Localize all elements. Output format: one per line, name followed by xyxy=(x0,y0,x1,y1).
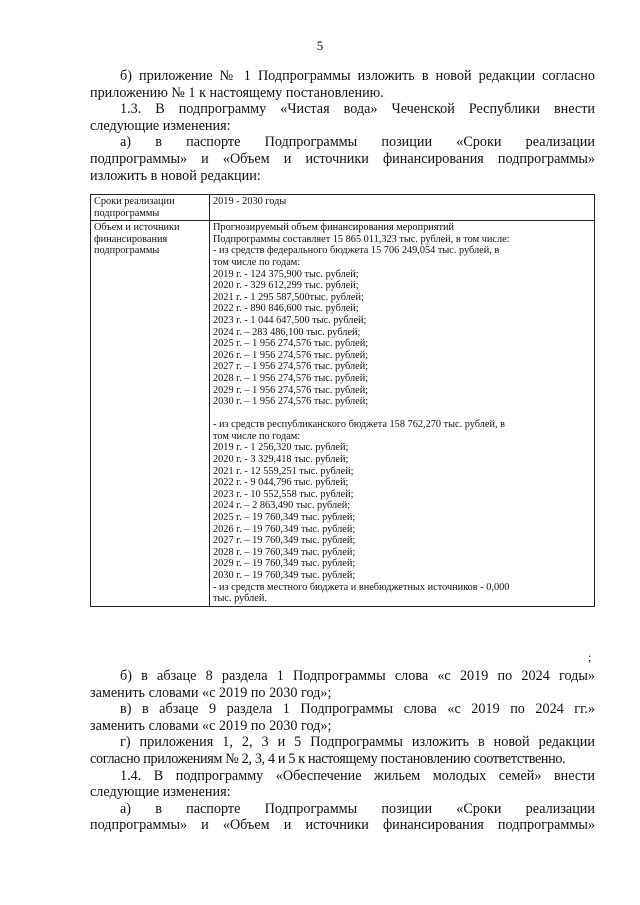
funding-line: 2025 г. – 1 956 274,576 тыс. рублей; xyxy=(213,338,369,350)
paragraph-a-line3: изложить в новой редакции: xyxy=(90,167,261,184)
funding-line: 2028 г. – 19 760,349 тыс. рублей; xyxy=(213,546,356,558)
funding-line: - из средств республиканского бюджета 158 762,270 тыс. рублей, в xyxy=(213,419,505,431)
funding-line: тыс. рублей. xyxy=(213,593,267,605)
paragraph-13-line1: 1.3. В подпрограмму «Чистая вода» Чеченской Республики внести xyxy=(120,101,595,118)
funding-line: - из средств местного бюджета и внебюджетных источников - 0,000 xyxy=(213,581,510,593)
funding-line: 2030 г. – 19 760,349 тыс. рублей; xyxy=(213,570,356,581)
funding-line: Подпрограммы составляет 15 865 011,323 тыс. рублей, в том числе: xyxy=(213,233,510,245)
funding-line: 2021 г. - 12 559,251 тыс. рублей; xyxy=(213,465,354,477)
funding-line: 2024 г. – 2 863,490 тыс. рублей; xyxy=(213,500,351,512)
funding-line: 2019 г. - 124 375,900 тыс. рублей; xyxy=(213,268,359,280)
funding-line: 2022 г. - 890 846,600 тыс. рублей; xyxy=(213,303,359,315)
funding-line: 2025 г. – 19 760,349 тыс. рублей; xyxy=(213,512,356,524)
funding-line: 2028 г. – 1 956 274,576 тыс. рублей; xyxy=(213,372,369,384)
row-value-funding xyxy=(210,221,595,607)
paragraph-a-line1: а) в паспорте Подпрограммы позиции «Сроки реализации xyxy=(120,134,595,151)
funding-line: 2022 г. - 9 044,796 тыс. рублей; xyxy=(213,477,349,489)
funding-line: 2020 г. - 3 329,418 тыс. рублей; xyxy=(213,454,349,466)
paragraph-14-line1: 1.4. В подпрограмму «Обеспечение жильем молодых семей» внести xyxy=(120,767,595,784)
row-label-period: Сроки реализации подпрограммы xyxy=(91,195,210,221)
paragraph-v-line1: в) в абзаце 9 раздела 1 Подпрограммы слова «с 2019 по 2024 гг.» xyxy=(120,701,595,718)
table-row xyxy=(91,221,595,607)
paragraph-g-line1: г) приложения 1, 2, 3 и 5 Подпрограммы изложить в новой редакции xyxy=(120,734,595,751)
blank-line xyxy=(213,408,591,420)
funding-line: том числе по годам: xyxy=(213,256,301,268)
funding-line: Прогнозируемый объем финансирования мероприятий xyxy=(213,222,455,234)
funding-line: 2021 г. - 1 295 587,500тыс. рублей; xyxy=(213,291,364,303)
funding-line: том числе по годам: xyxy=(213,430,301,442)
funding-line: 2026 г. – 1 956 274,576 тыс. рублей; xyxy=(213,349,369,361)
paragraph-v-line2: заменить словами «с 2019 по 2030 год»; xyxy=(90,717,332,734)
funding-line: 2027 г. – 19 760,349 тыс. рублей; xyxy=(213,535,356,547)
funding-line: 2029 г. – 1 956 274,576 тыс. рублей; xyxy=(213,384,369,396)
funding-line: 2019 г. - 1 256,320 тыс. рублей; xyxy=(213,442,349,454)
paragraph-a2-line1: а) в паспорте Подпрограммы позиции «Сроки реализации xyxy=(120,800,595,817)
funding-line: - из средств федерального бюджета 15 706 249,054 тыс. рублей, в xyxy=(213,245,500,257)
passport-table xyxy=(90,194,595,607)
paragraph-b2-line1: б) в абзаце 8 раздела 1 Подпрограммы слова «с 2019 по 2024 годы» xyxy=(120,668,595,684)
paragraph-13-line2: следующие изменения: xyxy=(90,117,231,134)
table-row xyxy=(91,195,595,221)
funding-line: 2026 г. – 19 760,349 тыс. рублей; xyxy=(213,523,356,535)
funding-line: 2030 г. – 1 956 274,576 тыс. рублей; xyxy=(213,396,369,408)
paragraph-b-line2: приложению № 1 к настоящему постановлению. xyxy=(90,84,384,101)
funding-line: 2027 г. – 1 956 274,576 тыс. рублей; xyxy=(213,361,369,373)
page-number: 5 xyxy=(316,38,324,53)
paragraph-a2-line2: подпрограммы» и «Объем и источники финансирования подпрограммы» xyxy=(90,817,595,834)
funding-line: 2024 г. – 283 486,100 тыс. рублей; xyxy=(213,326,361,338)
paragraph-a-line2: подпрограммы» и «Объем и источники финансирования подпрограммы» xyxy=(90,150,595,167)
funding-line: 2023 г. - 1 044 647,500 тыс. рублей; xyxy=(213,314,367,326)
row-value-period: 2019 - 2030 годы xyxy=(210,195,595,221)
paragraph-b2-line2: заменить словами «с 2019 по 2030 год»; xyxy=(90,684,332,701)
paragraph-14-line2: следующие изменения: xyxy=(90,784,231,801)
paragraph-b-line1: б) приложение № 1 Подпрограммы изложить в новой редакции согласно xyxy=(120,68,595,84)
intro-block xyxy=(90,68,595,184)
semicolon-mark: ; xyxy=(588,650,592,664)
funding-line: 2023 г. - 10 552,558 тыс. рублей; xyxy=(213,488,354,500)
funding-line: 2029 г. – 19 760,349 тыс. рублей; xyxy=(213,558,356,570)
row-label-funding: Объем и источники финансирования подпрограммы xyxy=(91,221,210,607)
paragraph-g-line2: согласно приложениям № 2, 3, 4 и 5 к настоящему постановлению соответственно. xyxy=(90,750,566,767)
funding-line: 2020 г. - 329 612,299 тыс. рублей; xyxy=(213,280,359,292)
outro-block xyxy=(90,668,595,834)
